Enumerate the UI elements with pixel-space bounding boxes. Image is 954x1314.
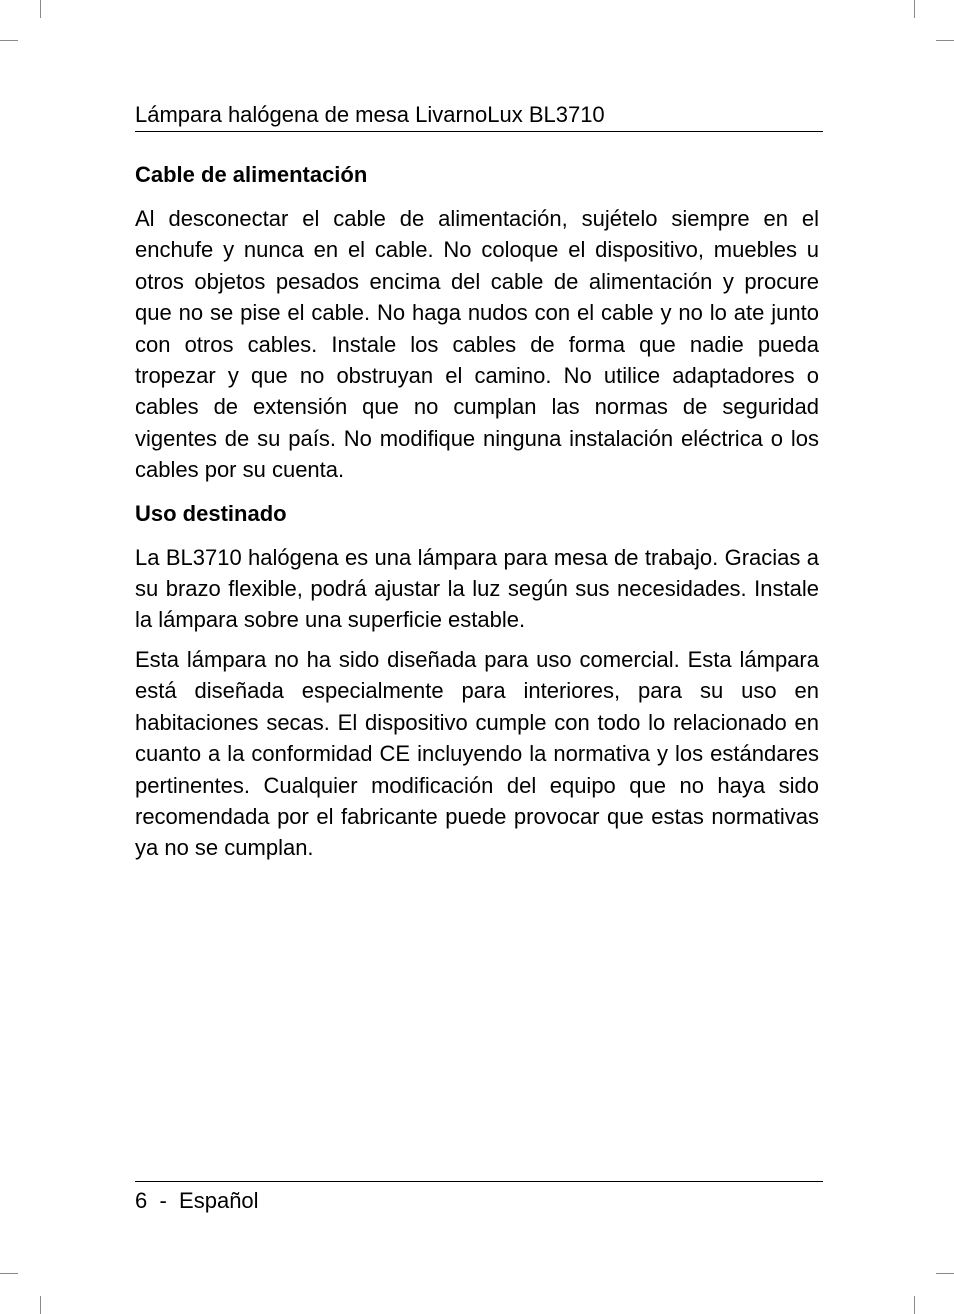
section-power-cable: [135, 160, 819, 486]
crop-mark-left-bottom: [0, 1273, 18, 1274]
section-intended-use: [135, 499, 819, 864]
section-paragraph: Al desconectar el cable de alimentación, sujételo siempre en el enchufe y nunca en el cable. No coloque el dispositivo, muebles u otros objetos pesados encima del cable de alimentación y procure que no se pise el cable. No haga nudos con el cable y no lo ate junto con otros cables. Instale los cables de forma que nadie pueda tropezar y que no obstruyan el camino. No utilice adaptadores o cables de extensión que no cumplan las normas de seguridad vigentes de su país. No modifique ninguna instalación eléctrica o los cables por su cuenta.: [135, 206, 819, 483]
section-paragraph: La BL3710 halógena es una lámpara para mesa de trabajo. Gracias a su brazo flexible, podrá ajustar la luz según sus necesidades. Instale la lámpara sobre una superficie estable.: [135, 544, 819, 633]
crop-mark-bottom-right: [914, 1296, 915, 1314]
footer-text: [135, 1186, 823, 1216]
section-heading: Cable de alimentación: [135, 162, 368, 187]
crop-mark-bottom-left: [40, 1296, 41, 1314]
page-footer: [135, 1181, 823, 1216]
footer-language: Español: [179, 1188, 259, 1213]
crop-mark-right-bottom: [936, 1273, 954, 1274]
section-paragraph: Esta lámpara no ha sido diseñada para uso comercial. Esta lámpara está diseñada especialmente para interiores, para su uso en habitaciones secas. El dispositivo cumple con todo lo relacionado en cuanto a la conformidad CE incluyendo la normativa y los estándares pertinentes. Cualquier modificación del equipo que no haya sido recomendada por el fabricante puede provocar que estas normativas ya no se cumplan.: [135, 646, 819, 861]
crop-mark-left-top: [0, 40, 18, 41]
header-title: Lámpara halógena de mesa LivarnoLux BL3710: [135, 102, 605, 127]
footer-separator: -: [159, 1188, 167, 1213]
section-heading: Uso destinado: [135, 500, 287, 526]
crop-mark-right-top: [936, 40, 954, 41]
page-content: [135, 160, 819, 877]
crop-mark-top-right: [914, 0, 915, 18]
crop-mark-top-left: [40, 0, 41, 18]
page-number: 6: [135, 1188, 148, 1213]
page-header: [135, 100, 823, 132]
